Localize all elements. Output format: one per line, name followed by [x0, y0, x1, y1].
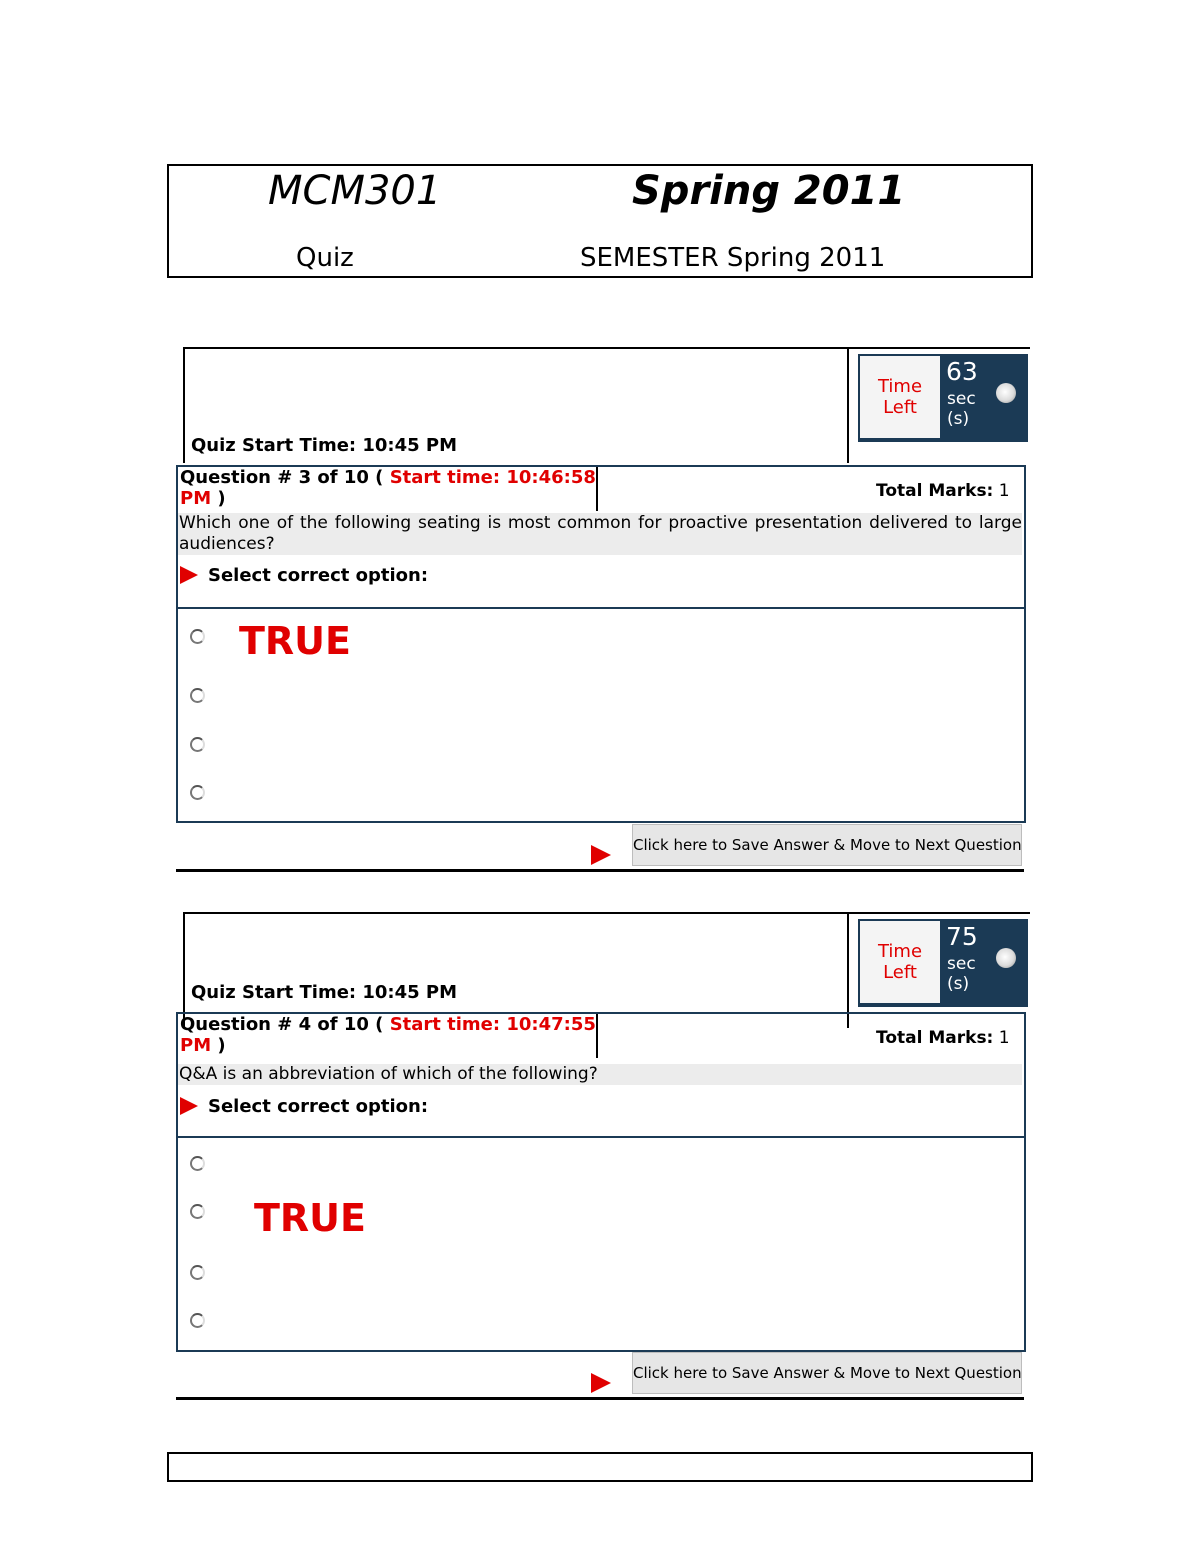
- save-next-button[interactable]: Click here to Save Answer & Move to Next Question: [632, 824, 1022, 866]
- question-text: Which one of the following seating is most common for proactive presentation delivered to large audiences?: [179, 513, 1022, 554]
- total-marks: Total Marks: 1: [876, 481, 1010, 501]
- arrow-icon: [591, 1373, 611, 1393]
- divider: [176, 1397, 1024, 1400]
- timer-unit: sec(s): [947, 389, 976, 429]
- options-panel: [176, 1136, 1026, 1352]
- clock-icon: [996, 948, 1016, 968]
- clock-icon: [996, 383, 1016, 403]
- timer-value: 75: [946, 922, 978, 951]
- select-option-row: [180, 1096, 428, 1117]
- answer-annotation: TRUE: [239, 619, 351, 663]
- course-code: MCM301: [268, 168, 442, 214]
- divider: [176, 869, 1024, 872]
- arrow-icon: [180, 566, 198, 584]
- option-radio-1[interactable]: [190, 1156, 205, 1171]
- answer-annotation: TRUE: [254, 1196, 366, 1240]
- question-header-close: ): [217, 1035, 226, 1056]
- question-start-time: Start time: 10:46:58 PM: [180, 467, 596, 509]
- footer-box: [167, 1452, 1033, 1482]
- select-option-label: Select correct option:: [208, 565, 429, 586]
- option-radio-4[interactable]: [190, 785, 205, 800]
- question-block-2: [0, 912, 1200, 1452]
- timer-label: Time Left: [860, 921, 940, 1003]
- option-radio-2[interactable]: [190, 1204, 205, 1219]
- timer-unit: sec(s): [947, 954, 976, 994]
- option-radio-4[interactable]: [190, 1313, 205, 1328]
- quiz-label: Quiz: [296, 243, 354, 273]
- timer-value: 63: [946, 357, 978, 386]
- quiz-info-box: [183, 912, 849, 1028]
- semester-title: Spring 2011: [632, 168, 906, 214]
- option-radio-3[interactable]: [190, 737, 205, 752]
- semester-line: SEMESTER Spring 2011: [580, 243, 886, 273]
- option-radio-2[interactable]: [190, 688, 205, 703]
- question-start-time: Start time: 10:47:55 PM: [180, 1014, 596, 1056]
- total-marks: Total Marks: 1: [876, 1028, 1010, 1048]
- question-text: Q&A is an abbreviation of which of the following?: [178, 1064, 1022, 1085]
- option-radio-3[interactable]: [190, 1265, 205, 1280]
- question-header: [178, 467, 598, 511]
- option-radio-1[interactable]: [190, 629, 205, 644]
- arrow-icon: [591, 845, 611, 865]
- question-number: Question # 3 of 10 (: [180, 467, 384, 488]
- quiz-start-time: Quiz Start Time: 10:45 PM: [191, 435, 458, 456]
- question-block-1: [0, 347, 1200, 887]
- arrow-icon: [180, 1097, 198, 1115]
- quiz-start-time: Quiz Start Time: 10:45 PM: [191, 982, 458, 1003]
- question-header: [178, 1014, 598, 1058]
- timer-label: Time Left: [860, 356, 940, 438]
- select-option-label: Select correct option:: [208, 1096, 429, 1117]
- question-number: Question # 4 of 10 (: [180, 1014, 384, 1035]
- save-next-button[interactable]: Click here to Save Answer & Move to Next Question: [632, 1352, 1022, 1394]
- select-option-row: [180, 565, 428, 586]
- question-header-close: ): [217, 488, 226, 509]
